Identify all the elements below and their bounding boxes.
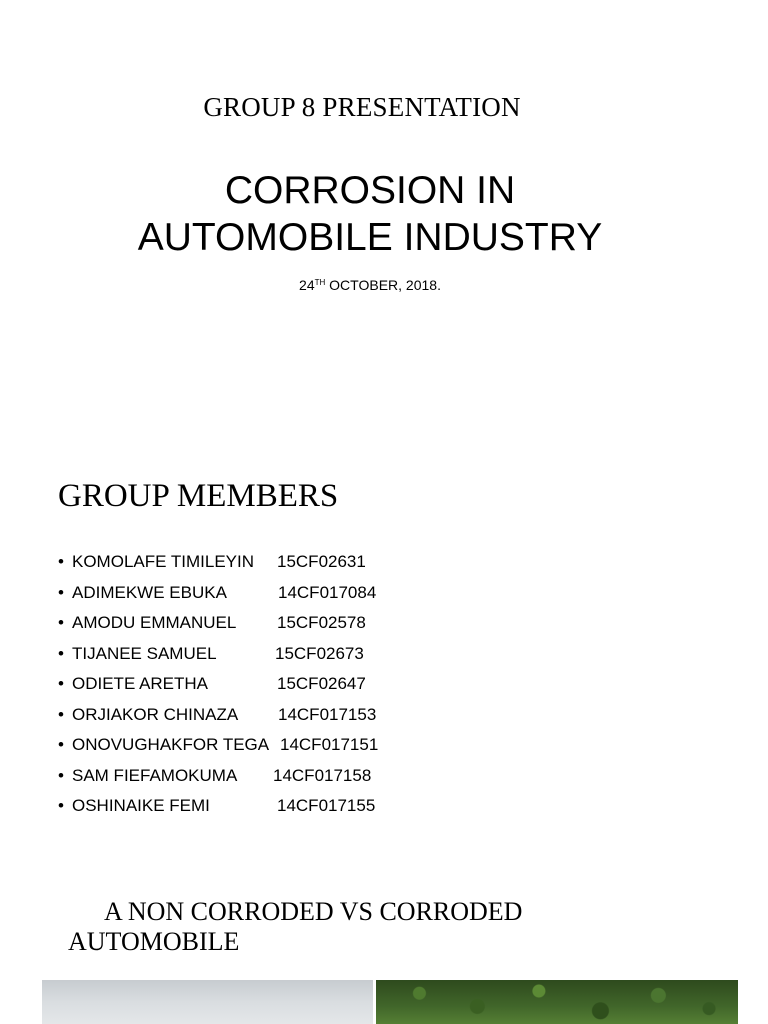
member-item [58,610,366,641]
bullet: • [58,674,64,693]
comparison-title-line-2: AUTOMOBILE [68,927,240,956]
bullet: • [58,643,64,663]
member-id: 15CF02631 [277,552,366,571]
bullet: • [58,704,64,724]
title-line-1: CORROSION IN [224,169,516,212]
member-id: 14CF017151 [280,735,379,754]
presentation-title [0,167,740,261]
member-item [58,549,366,580]
member-id: 14CF017084 [278,582,377,602]
member-name: KOMOLAFE TIMILEYIN [72,552,255,571]
member-item [58,580,377,611]
member-id: 14CF017158 [273,765,372,785]
bullet: • [58,552,64,571]
comparison-title-line-1: A NON CORRODED VS CORRODED [104,897,523,926]
title-line-2: AUTOMOBILE INDUSTRY [137,216,603,259]
member-name: TIJANEE SAMUEL [72,643,217,663]
bullet: • [58,735,64,754]
bullet: • [58,613,64,632]
member-id: 15CF02647 [277,674,366,693]
member-name: ORJIAKOR CHINAZA [72,704,239,724]
member-name: AMODU EMMANUEL [72,613,237,632]
member-item [58,671,366,702]
member-name: ODIETE ARETHA [72,674,209,693]
member-item [58,763,372,794]
comparison-title [68,897,522,957]
bullet: • [58,582,64,602]
member-name: ADIMEKWE EBUKA [72,582,227,602]
members-list [58,549,379,824]
member-item [58,793,376,824]
member-item [58,641,364,672]
members-heading: GROUP MEMBERS [58,478,339,514]
member-item [58,732,379,763]
presentation-date [0,277,740,293]
member-name: SAM FIEFAMOKUMA [72,765,238,785]
date-suffix: TH [314,278,326,287]
bullet: • [58,765,64,785]
bullet: • [58,796,64,815]
member-item [58,702,377,733]
member-id: 14CF017153 [278,704,377,724]
member-id: 15CF02673 [275,643,364,663]
date-day: 24 [299,277,315,293]
corroded-car-photo [376,980,738,1024]
member-id: 15CF02578 [277,613,366,632]
member-id: 14CF017155 [277,796,376,815]
member-name: OSHINAIKE FEMI [72,796,210,815]
date-rest: OCTOBER, 2018. [325,277,441,293]
member-name: ONOVUGHAKFOR TEGA [72,735,270,754]
group-title: GROUP 8 PRESENTATION [203,92,521,122]
non-corroded-car-photo [42,980,373,1024]
